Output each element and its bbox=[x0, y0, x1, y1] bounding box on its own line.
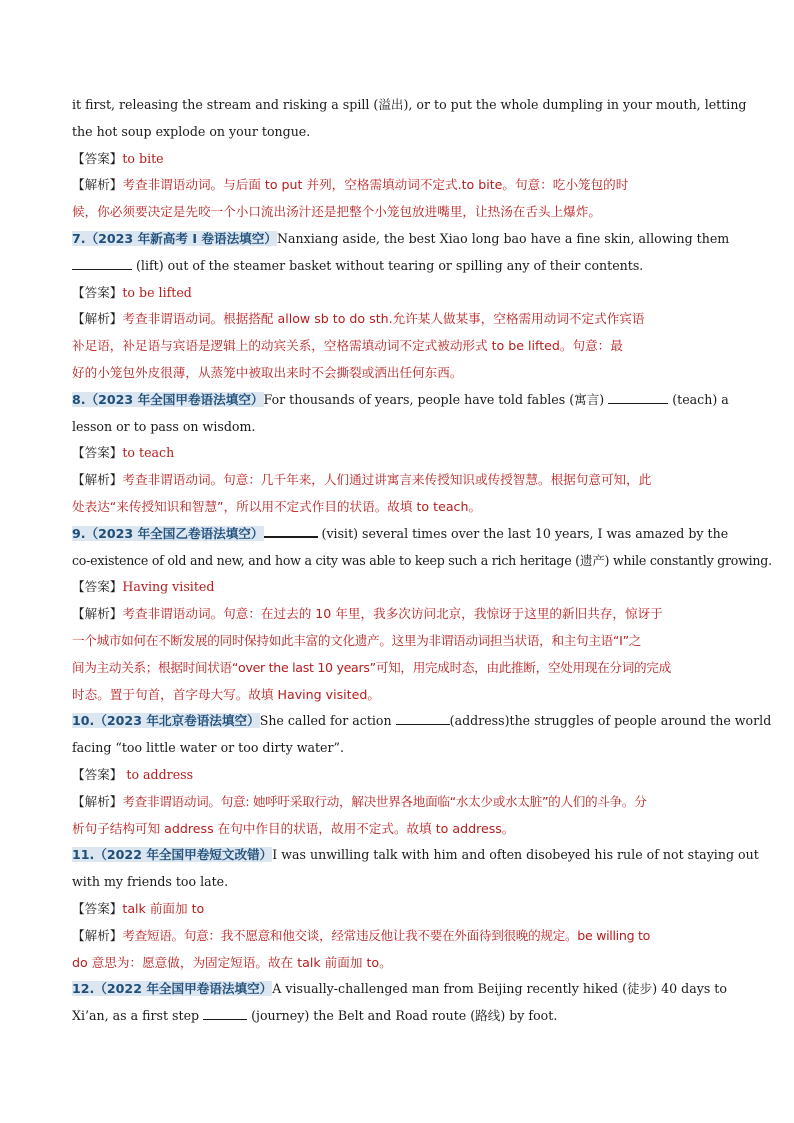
analysis-text: 处表达“来传授知识和智慧”，所以用不定式作目的状语。故填 to teach。 bbox=[72, 498, 482, 514]
analysis-text: 考查非谓语动词。与后面 to put 并列，空格需填动词不定式.to bite。句意：吃小笼包的时 bbox=[122, 177, 629, 193]
question-text: A visually-challenged man from Beijing recently hiked (徒步) 40 days to bbox=[272, 981, 727, 997]
analysis-text: 好的小笼包外皮很薄，从蒸笼中被取出来时不会撕裂或洒出任何东西。 bbox=[72, 364, 463, 380]
question-line bbox=[72, 976, 727, 1003]
answer-text: talk 前面加 to bbox=[122, 900, 205, 916]
answer-text: to teach bbox=[122, 445, 175, 461]
analysis-line bbox=[72, 923, 724, 950]
answer-text: to bite bbox=[122, 150, 164, 166]
answer-tag: 【答案】 bbox=[72, 445, 123, 461]
analysis-text: 考查非谓语动词。根据搭配 allow sb to do sth.允许某人做某事，空格需用动词不定式作宾语 bbox=[122, 311, 645, 327]
analysis-tag: 【解析】 bbox=[72, 311, 123, 327]
question-text: She called for action bbox=[259, 713, 392, 729]
answer-blank bbox=[608, 391, 668, 404]
analysis-line bbox=[72, 172, 724, 199]
question-line bbox=[72, 1003, 724, 1030]
answer-line bbox=[72, 146, 724, 173]
answer-line bbox=[72, 440, 724, 467]
question-heading: 9.（2023 年全国乙卷语法填空） bbox=[72, 525, 264, 541]
answer-blank bbox=[396, 712, 450, 725]
answer-tag: 【答案】 bbox=[72, 900, 123, 916]
question-text: (visit) several times over the last 10 years, I was amazed by the bbox=[321, 525, 729, 541]
analysis-text: do 意思为：愿意做，为固定短语。故在 talk 前面加 to。 bbox=[72, 954, 392, 970]
answer-line bbox=[72, 574, 724, 601]
question-heading: 10.（2023 年北京卷语法填空） bbox=[72, 713, 260, 729]
question-line bbox=[72, 387, 729, 414]
question-heading: 12.（2022 年全国甲卷语法填空） bbox=[72, 981, 273, 997]
question-text: (teach) a bbox=[672, 391, 729, 407]
question-text: the hot soup explode on your tongue. bbox=[72, 123, 311, 139]
answer-blank bbox=[203, 1007, 247, 1020]
answer-tag: 【答案】 bbox=[72, 284, 123, 300]
question-text: facing “too little water or too dirty water”. bbox=[72, 740, 344, 756]
question-text: with my friends too late. bbox=[72, 874, 229, 890]
analysis-text: 考查非谓语动词。句意: 她呼吁采取行动，解决世界各地面临“水太少或水太脏”的人们的斗争。分 bbox=[122, 793, 647, 809]
analysis-text: 间为主动关系；根据时间状语“over the last 10 years”可知，用完成时态，由此推断，空处用现在分词的完成 bbox=[72, 659, 671, 675]
answer-line bbox=[72, 896, 724, 923]
analysis-tag: 【解析】 bbox=[72, 177, 123, 193]
analysis-text: 一个城市如何在不断发展的同时保持如此丰富的文化遗产。这里为非谓语动词担当状语，和主句主语“I”之 bbox=[72, 632, 642, 648]
answer-tag: 【答案】 bbox=[72, 766, 123, 782]
analysis-text: 补足语，补足语与宾语是逻辑上的动宾关系，空格需填动词不定式被动形式 to be lifted。句意：最 bbox=[72, 338, 623, 354]
answer-text: Having visited bbox=[122, 579, 215, 595]
question-line bbox=[72, 226, 730, 253]
question-line bbox=[72, 842, 759, 869]
analysis-line bbox=[72, 467, 724, 494]
analysis-text: 考查非谓语动词。句意：几千年来，人们通过讲寓言来传授知识或传授智慧。根据句意可知，此 bbox=[122, 472, 652, 488]
question-heading: 8.（2023 年全国甲卷语法填空） bbox=[72, 391, 264, 407]
answer-text: to be lifted bbox=[122, 284, 192, 300]
analysis-line bbox=[72, 789, 724, 816]
analysis-line bbox=[72, 306, 724, 333]
question-text: it first, releasing the stream and risking a spill (溢出), or to put the whole dumpling in your mouth, letting bbox=[72, 97, 747, 112]
document-page bbox=[72, 92, 772, 1030]
analysis-text: 候，你必须要决定是先咬一个小口流出汤汁还是把整个小笼包放进嘴里，让热汤在舌头上爆炸。 bbox=[72, 204, 601, 220]
question-text: Xi’an, as a first step bbox=[72, 1008, 200, 1024]
question-text: (lift) out of the steamer basket without tearing or spilling any of their contents. bbox=[136, 257, 644, 273]
answer-text: to address bbox=[126, 766, 194, 782]
question-line bbox=[72, 708, 772, 735]
question-heading: 11.（2022 年全国甲卷短文改错） bbox=[72, 847, 273, 863]
analysis-text: 考查非谓语动词。句意：在过去的 10 年里，我多次访问北京，我惊讶于这里的新旧共存，惊讶于 bbox=[122, 606, 663, 622]
question-text: (address)the struggles of people around the world bbox=[449, 713, 772, 729]
question-text: (journey) the Belt and Road route (路线) by foot. bbox=[251, 1008, 558, 1024]
analysis-tag: 【解析】 bbox=[72, 927, 123, 943]
analysis-tag: 【解析】 bbox=[72, 472, 123, 488]
question-text: Nanxiang aside, the best Xiao long bao have a fine skin, allowing them bbox=[276, 230, 730, 246]
answer-tag: 【答案】 bbox=[72, 579, 123, 595]
question-text: I was unwilling talk with him and often disobeyed his rule of not staying out bbox=[272, 847, 759, 863]
question-heading: 7.（2023 年新高考 I 卷语法填空） bbox=[72, 230, 277, 246]
answer-blank bbox=[72, 257, 132, 270]
analysis-tag: 【解析】 bbox=[72, 793, 123, 809]
analysis-text: 析句子结构可知 address 在句中作目的状语，故用不定式。故填 to address。 bbox=[72, 820, 515, 836]
answer-line bbox=[72, 762, 724, 789]
question-text: co-existence of old and new, and how a city was able to keep such a rich heritage (遗产) while constantly growing. bbox=[72, 552, 772, 568]
analysis-text: 考查短语。句意：我不愿意和他交谈，经常违反他让我不要在外面待到很晚的规定。be willing to bbox=[122, 927, 651, 943]
question-text: For thousands of years, people have told fables (寓言) bbox=[263, 391, 605, 407]
answer-blank bbox=[264, 524, 318, 538]
analysis-text: 时态。置于句首，首字母大写。故填 Having visited。 bbox=[72, 686, 380, 702]
question-line bbox=[72, 253, 724, 280]
analysis-tag: 【解析】 bbox=[72, 606, 123, 622]
analysis-line bbox=[72, 601, 724, 628]
answer-tag: 【答案】 bbox=[72, 150, 123, 166]
question-line bbox=[72, 521, 729, 548]
answer-line bbox=[72, 280, 724, 307]
question-text: lesson or to pass on wisdom. bbox=[72, 418, 256, 434]
